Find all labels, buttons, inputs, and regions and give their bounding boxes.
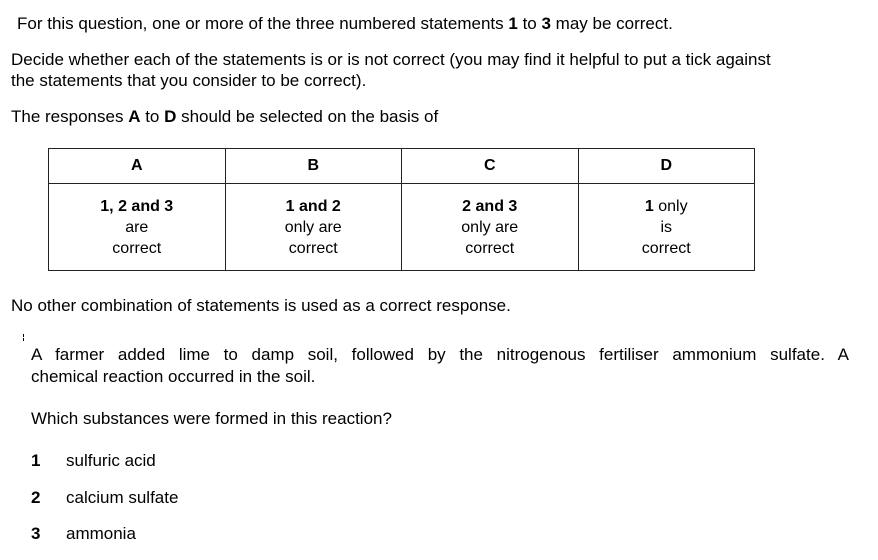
instruction-text: For this question, one or more of the three numbered statements <box>17 14 509 33</box>
instruction-line-1 <box>17 13 673 34</box>
response-letter: D <box>164 107 177 126</box>
instruction-line-2a: Decide whether each of the statements is or is not correct (you may find it helpful to put a tick against <box>11 50 771 69</box>
response-header-c: C <box>402 149 579 184</box>
question-marker <box>23 334 25 346</box>
statement-text-3: ammonia <box>66 524 136 543</box>
question-stem-line-1: A farmer added lime to damp soil, followed by the nitrogenous fertiliser ammonium sulfate. A <box>31 345 849 364</box>
response-letter: A <box>128 107 141 126</box>
statement-number-1: 1 <box>31 451 41 470</box>
statement-text-2: calcium sulfate <box>66 488 179 507</box>
response-cell-c <box>402 184 579 271</box>
question-prompt: Which substances were formed in this reaction? <box>31 409 392 428</box>
response-header-a: A <box>49 149 226 184</box>
instruction-text: to <box>517 14 542 33</box>
statement-number: 3 <box>541 14 551 33</box>
no-other-combination-note: No other combination of statements is used as a correct response. <box>11 296 511 315</box>
response-text: only are <box>461 218 519 236</box>
response-text: only are <box>284 218 342 236</box>
response-text: are <box>125 218 149 236</box>
response-text: correct <box>112 239 162 257</box>
response-cell-a <box>49 184 226 271</box>
response-header-d: D <box>578 149 755 184</box>
response-statements: 1 and 2 <box>285 197 341 215</box>
response-header-b: B <box>225 149 402 184</box>
response-key-table <box>48 148 755 271</box>
response-text: is <box>660 218 673 236</box>
response-text: correct <box>641 239 691 257</box>
response-text: only <box>653 197 688 215</box>
response-text: correct <box>465 239 515 257</box>
instruction-text: The responses <box>11 107 129 126</box>
response-cell-b <box>225 184 402 271</box>
instruction-line-2b: the statements that you consider to be correct). <box>11 71 367 90</box>
instruction-line-3 <box>11 106 438 127</box>
response-statements: 2 and 3 <box>462 197 518 215</box>
instruction-text: should be selected on the basis of <box>176 107 439 126</box>
instruction-text: may be correct. <box>550 14 673 33</box>
response-statements: 1, 2 and 3 <box>100 197 174 215</box>
response-cell-d <box>578 184 755 271</box>
response-key-body-row <box>49 184 755 271</box>
response-statements: 1 <box>644 197 654 215</box>
statement-number-2: 2 <box>31 488 41 507</box>
question-stem-line-2: chemical reaction occurred in the soil. <box>31 367 316 386</box>
response-text: correct <box>288 239 338 257</box>
instruction-text: to <box>140 107 165 126</box>
statement-text-1: sulfuric acid <box>66 451 156 470</box>
statement-number-3: 3 <box>31 524 41 543</box>
statement-number: 1 <box>508 14 518 33</box>
response-key-header-row <box>49 149 755 184</box>
